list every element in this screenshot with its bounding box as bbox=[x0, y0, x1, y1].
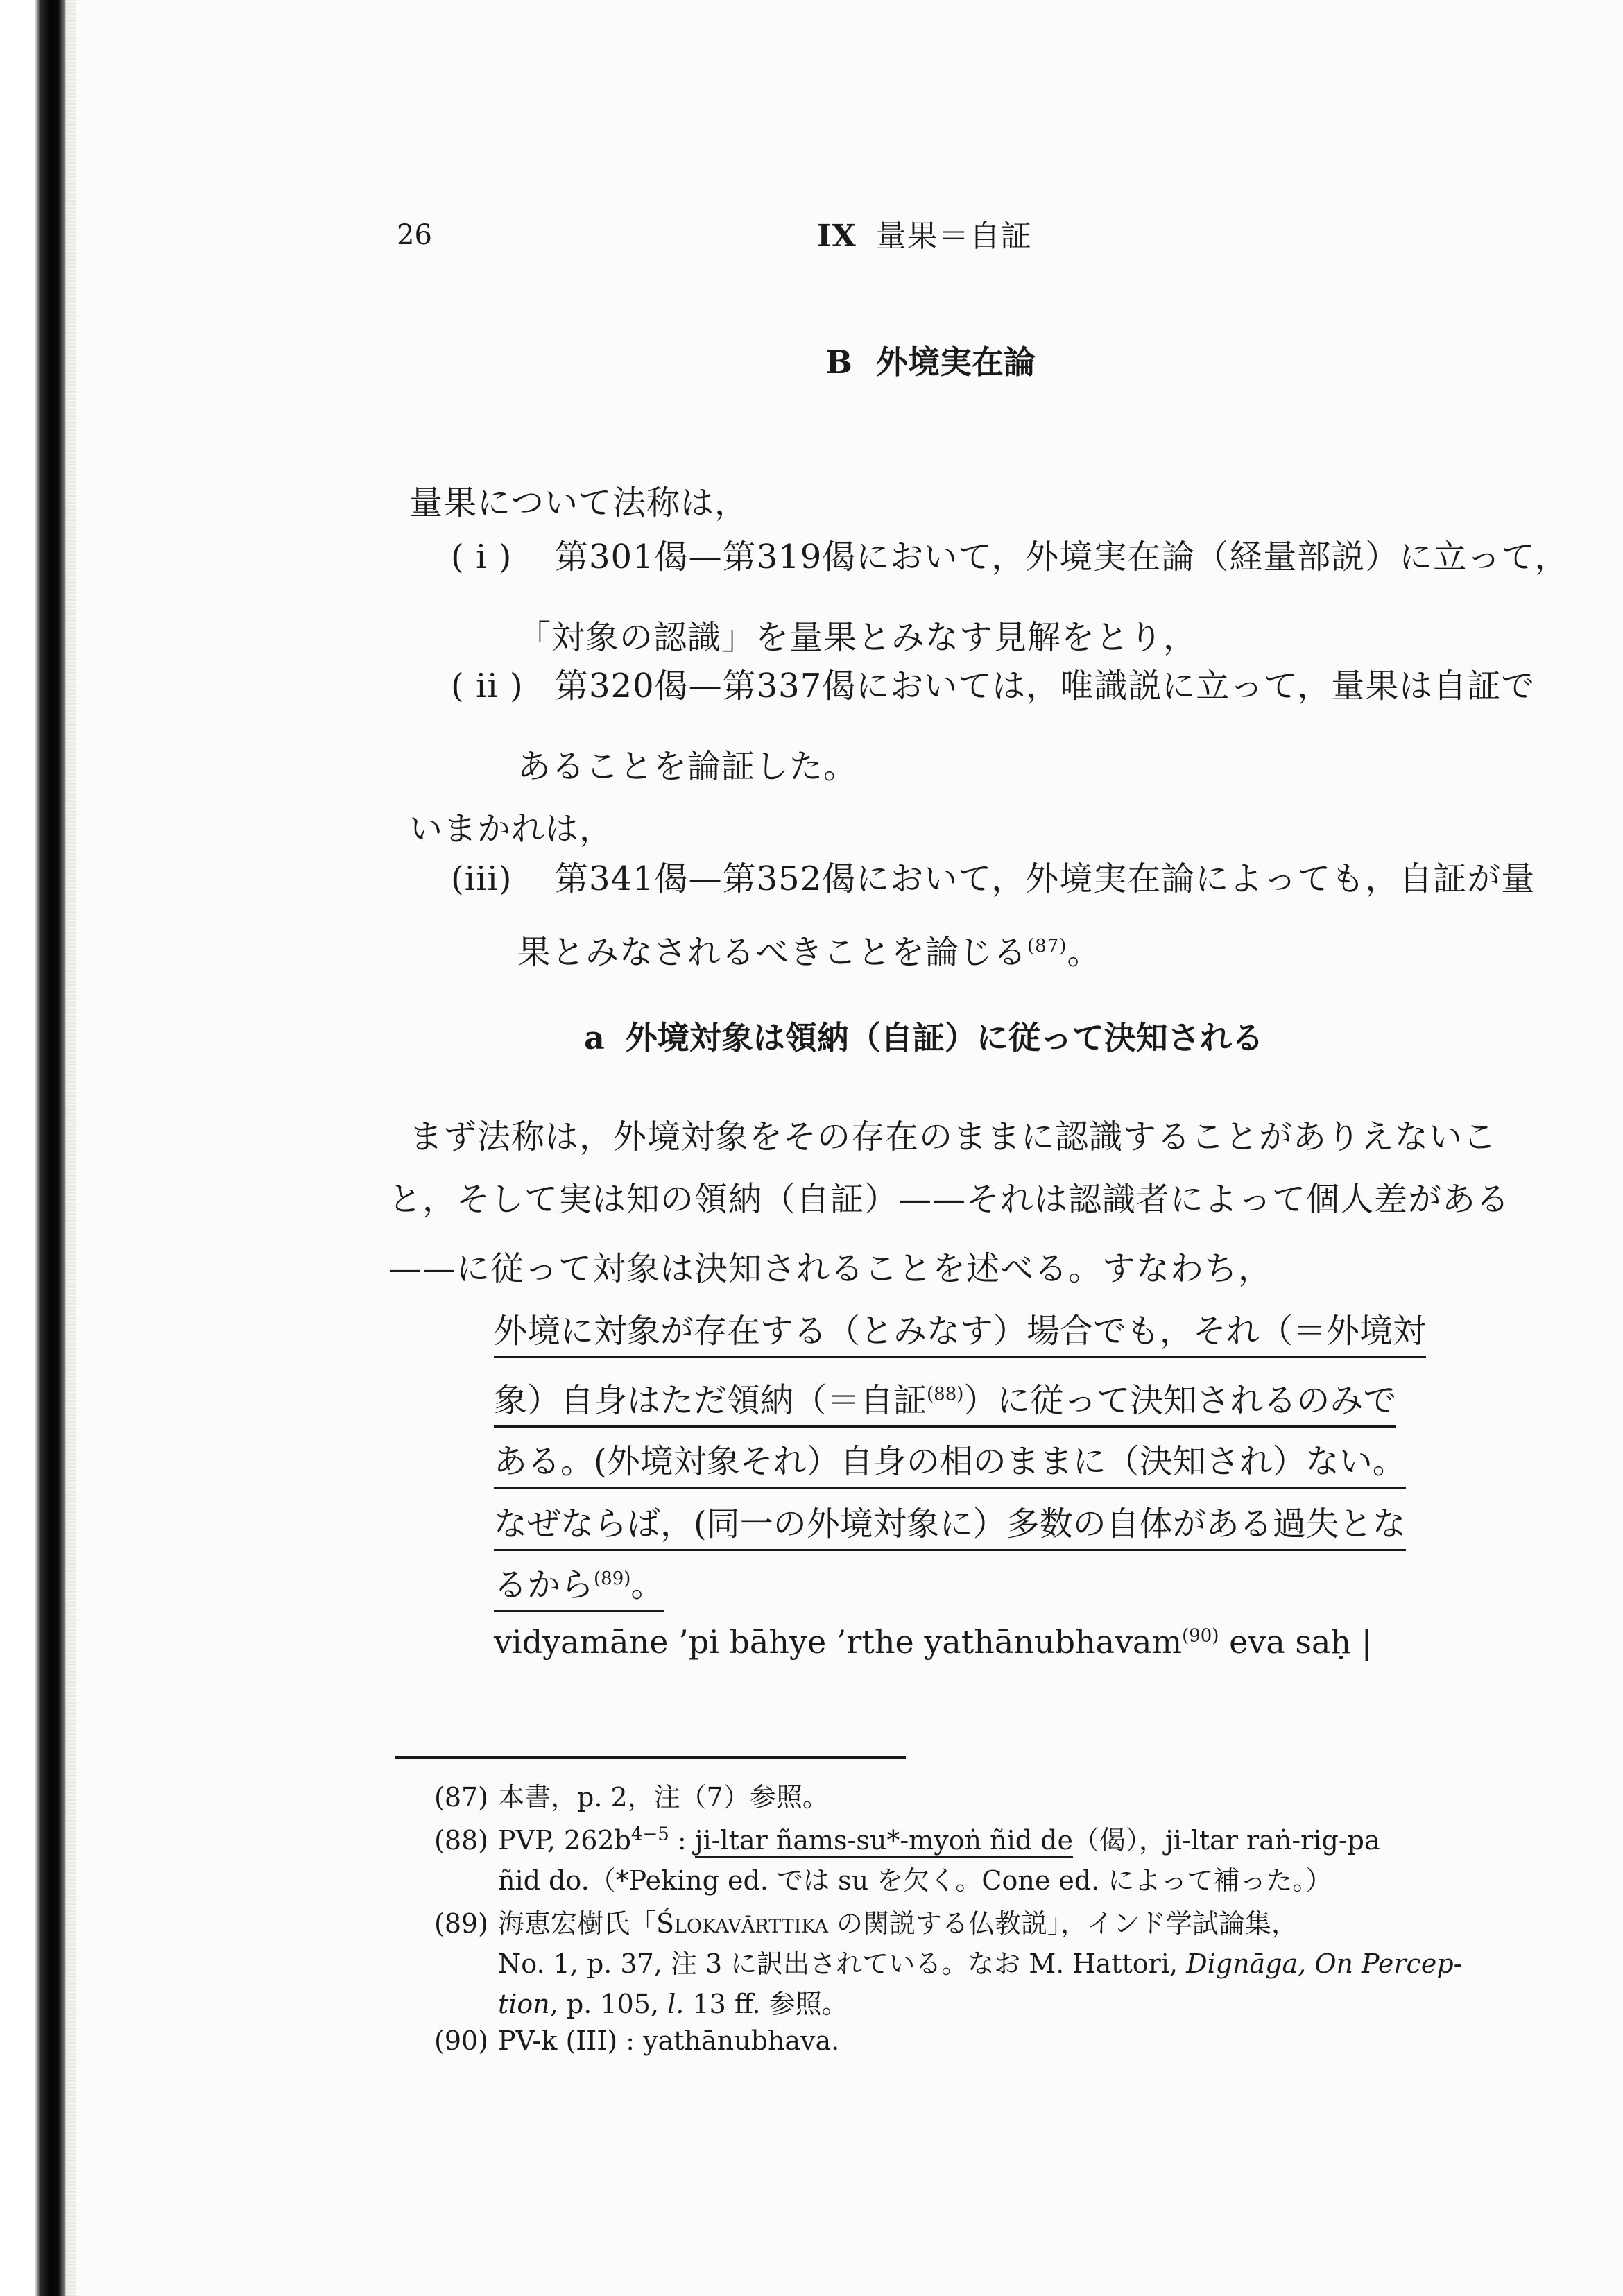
list-item-i bbox=[451, 530, 1568, 578]
list-item-iii-cont bbox=[517, 925, 1101, 973]
text-run: eva saḥ | bbox=[1219, 1623, 1373, 1661]
intro-line: 量果について法称は， bbox=[409, 483, 749, 522]
text-run: （偈），ji-ltar raṅ-rig-pa bbox=[1072, 1825, 1380, 1856]
footnote-89 bbox=[434, 1902, 1298, 1940]
footnote-ref-88[interactable]: (88) bbox=[927, 1384, 964, 1405]
folio-lines: 4−5 bbox=[630, 1824, 669, 1845]
footnote-number: (88) bbox=[434, 1825, 489, 1856]
footnote-88 bbox=[434, 1819, 1380, 1857]
tibetan-underlined: ji-ltar ñams-su*-myoṅ ñid de bbox=[695, 1825, 1073, 1858]
page-number: 26 bbox=[397, 219, 432, 251]
list-text: 第301偈—第319偈において，外境実在論（経量部説）に立って， bbox=[555, 538, 1569, 576]
footnote-rule bbox=[395, 1756, 906, 1759]
footnote-text: PV-k (III) : yathānubhava. bbox=[498, 2025, 840, 2056]
footnote-90 bbox=[434, 2025, 839, 2056]
quote-line bbox=[494, 1558, 664, 1612]
text-run: , p. 105, bbox=[549, 1989, 668, 2019]
list-item-ii bbox=[451, 659, 1535, 707]
paragraph-line: と，そして実は知の領納（自証）——それは認識者によって個人差がある bbox=[388, 1180, 1511, 1219]
text-run: No. 1, p. 37, 注 3 に訳出されている。なお M. Hattori, bbox=[498, 1948, 1187, 1979]
footnote-ref-89[interactable]: (89) bbox=[594, 1568, 631, 1589]
subsection-heading bbox=[584, 1013, 1264, 1059]
text-run: 13 ff. 参照。 bbox=[684, 1989, 848, 2019]
paragraph-line: ——に従って対象は決知されることを述べる。すなわち， bbox=[388, 1249, 1273, 1288]
quote-line bbox=[494, 1373, 1396, 1428]
text-run: ）に従って決知されるのみで bbox=[963, 1381, 1397, 1420]
text-run: の関説する仏教説」，インド学試論集， bbox=[827, 1908, 1298, 1939]
list-item-i-cont: 「対象の認識」を量果とみなす見解をとり， bbox=[517, 618, 1198, 657]
running-head bbox=[817, 211, 1032, 255]
list-marker: ( i ) bbox=[451, 538, 513, 576]
scan-binding-shadow bbox=[0, 0, 67, 2296]
work-title: Ślokavārttika bbox=[656, 1908, 828, 1939]
transition-line: いまかれは， bbox=[409, 809, 614, 848]
text-run: 象）自身はただ領納（＝自証 bbox=[494, 1381, 927, 1420]
list-marker: ( ii ) bbox=[451, 667, 524, 705]
footnote-ref-87[interactable]: (87) bbox=[1027, 936, 1067, 957]
sanskrit-verse bbox=[494, 1623, 1372, 1661]
running-head-roman: IX bbox=[817, 219, 857, 254]
text-run: PVP, 262b bbox=[498, 1825, 631, 1856]
footnote-89-cont2 bbox=[498, 1982, 848, 2021]
quote-line: 外境に対象が存在する（とみなす）場合でも，それ（＝外境対 bbox=[494, 1304, 1426, 1358]
footnote-number: (87) bbox=[434, 1782, 489, 1813]
footnote-ref-90[interactable]: (90) bbox=[1182, 1625, 1219, 1647]
text-run: 果とみなされるべきことを論じる bbox=[517, 933, 1028, 972]
text-run: るから bbox=[494, 1566, 594, 1604]
list-item-ii-cont: あることを論証した。 bbox=[517, 747, 858, 786]
text-run: 。 bbox=[630, 1566, 664, 1604]
footnote-number: (90) bbox=[434, 2025, 489, 2056]
footnote-text: 本書，p. 2，注（7）参照。 bbox=[498, 1782, 829, 1813]
list-marker: (iii) bbox=[451, 859, 513, 898]
line-abbrev: l. bbox=[667, 1989, 685, 2019]
footnote-number: (89) bbox=[434, 1908, 489, 1939]
book-title: tion bbox=[498, 1989, 550, 2019]
list-text: 第320偈—第337偈においては，唯識説に立って，量果は自証で bbox=[555, 667, 1536, 705]
quote-line: なぜならば，(同一の外境対象に）多数の自体がある過失とな bbox=[494, 1497, 1406, 1551]
paragraph-line: まず法称は，外境対象をその存在のままに認識することがありえないこ bbox=[409, 1117, 1497, 1156]
list-text: 第341偈—第352偈において，外境実在論によっても，自証が量 bbox=[555, 859, 1536, 898]
footnote-89-cont bbox=[498, 1942, 1463, 1980]
footnote-87 bbox=[434, 1776, 829, 1814]
subsection-letter: a bbox=[584, 1019, 605, 1056]
book-title: Dignāga, On Percep- bbox=[1186, 1948, 1463, 1979]
footnote-88-cont: ñid do.（*Peking ed. では su を欠く。Cone ed. によって補った。） bbox=[498, 1865, 1332, 1896]
running-head-title: 量果＝自証 bbox=[875, 219, 1032, 254]
section-heading bbox=[825, 337, 1036, 383]
text-run: 。 bbox=[1067, 933, 1101, 972]
quote-line: ある。(外境対象それ）自身の相のままに（決知され）ない。 bbox=[494, 1434, 1406, 1489]
scan-binding-texture bbox=[67, 0, 76, 2296]
text-run: 海恵宏樹氏「 bbox=[498, 1908, 657, 1939]
subsection-title: 外境対象は領納（自証）に従って決知される bbox=[625, 1019, 1264, 1056]
text-run: vidyamāne ’pi bāhye ’rthe yathānubhavam bbox=[494, 1623, 1183, 1661]
section-letter: B bbox=[825, 343, 852, 381]
list-item-iii bbox=[451, 852, 1535, 900]
text-run: : bbox=[669, 1825, 695, 1856]
section-title: 外境実在論 bbox=[875, 343, 1036, 381]
